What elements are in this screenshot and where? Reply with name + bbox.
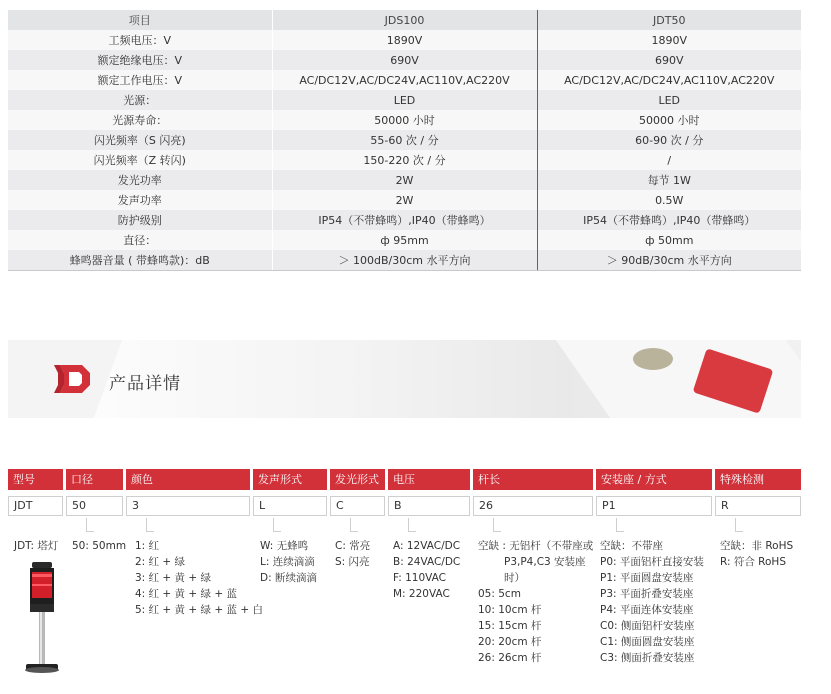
spec-cell: ф 95mm [272,230,537,250]
spec-cell: 光源： [8,90,272,110]
spec-cell: ф 50mm [537,230,801,250]
spec-cell: ＞ 100dB/30cm 水平方向 [272,250,537,270]
spec-cell: 150-220 次 / 分 [272,150,537,170]
code-option: P3,P4,C3 安装座 [504,556,586,568]
code-option: 05: 5cm [478,588,521,600]
spec-cell: 50000 小时 [537,110,801,130]
code-connector [493,518,501,532]
spec-cell: 发光功率 [8,170,272,190]
spec-cell: 直径： [8,230,272,250]
spec-cell: 项目 [8,10,272,30]
code-option: JDT: 塔灯 [14,540,59,552]
code-connector [616,518,624,532]
spec-cell: 闪光频率（Z 转闪) [8,150,272,170]
code-option: C3: 侧面折叠安装座 [600,652,695,664]
spec-cell: 防护级别 [8,210,272,230]
spec-cell: 55-60 次 / 分 [272,130,537,150]
code-value: R [715,496,801,516]
spec-cell: IP54（不带蜂鸣）,IP40（带蜂鸣） [272,210,537,230]
code-option: L: 连续滴滴 [260,556,315,568]
spec-row [8,110,801,130]
code-options [600,538,704,666]
code-value: C [330,496,385,516]
spec-cell: IP54（不带蜂鸣）,IP40（带蜂鸣） [537,210,801,230]
code-options [14,538,58,554]
code-header: 型号 [8,469,63,490]
spec-table [8,10,801,271]
code-option: M: 220VAC [393,588,450,600]
code-option: 4: 红 + 黄 + 绿 + 蓝 [135,588,237,600]
banner-product-photo [633,348,673,370]
code-option: 15: 15cm 杆 [478,620,542,632]
code-value: B [388,496,470,516]
code-options [260,538,317,586]
code-option: W: 无蜂鸣 [260,540,309,552]
code-header: 杆长 [473,469,593,490]
code-option: P4: 平面连体安装座 [600,604,694,616]
spec-cell: LED [537,90,801,110]
product-details-banner [8,340,801,418]
code-option: 26: 26cm 杆 [478,652,542,664]
code-value: 3 [126,496,250,516]
code-option: R: 符合 RoHS [720,556,786,568]
code-option: 50: 50mm [72,540,127,552]
code-header: 电压 [388,469,470,490]
spec-cell: 额定工作电压：V [8,70,272,90]
spec-cell: 额定绝缘电压：V [8,50,272,70]
spec-cell: LED [272,90,537,110]
code-value: JDT [8,496,63,516]
code-option: C0: 侧面铝杆安装座 [600,620,695,632]
code-option: 5: 红 + 黄 + 绿 + 蓝 + 白 [135,604,263,616]
spec-cell: 2W [272,190,537,210]
code-option: P3: 平面折叠安装座 [600,588,694,600]
code-option: 2: 红 + 绿 [135,556,186,568]
code-option: 1: 红 [135,540,160,552]
spec-cell: 690V [537,50,801,70]
code-options [478,538,593,666]
code-header: 发光形式 [330,469,385,490]
code-option: 空缺 : 无铝杆（不带座或 [478,540,594,552]
code-value: L [253,496,327,516]
code-connector [86,518,94,532]
spec-row [8,210,801,230]
code-option: F: 110VAC [393,572,446,584]
code-options [335,538,370,570]
code-option: A: 12VAC/DC [393,540,461,552]
code-option: D: 断续滴滴 [260,572,317,584]
code-options [720,538,793,570]
spec-row [8,190,801,210]
spec-cell: 60-90 次 / 分 [537,130,801,150]
code-option: P1: 平面圆盘安装座 [600,572,694,584]
code-option: 空缺：非 RoHS [720,540,794,552]
spec-cell: / [537,150,801,170]
code-option: P0: 平面铝杆直接安装 [600,556,704,568]
spec-cell: 50000 小时 [272,110,537,130]
code-connector [408,518,416,532]
code-header: 特殊检测 [715,469,801,490]
spec-cell: 工频电压：V [8,30,272,50]
code-option: C: 常亮 [335,540,371,552]
code-option: 时） [504,572,525,584]
spec-row [8,70,801,90]
code-option: 10: 10cm 杆 [478,604,542,616]
code-header: 颜色 [126,469,250,490]
code-option: B: 24VAC/DC [393,556,461,568]
spec-cell: 1890V [272,30,537,50]
code-option: C1: 侧面圆盘安装座 [600,636,695,648]
code-connector [273,518,281,532]
spec-cell: AC/DC12V,AC/DC24V,AC110V,AC220V [272,70,537,90]
code-option: 3: 红 + 黄 + 绿 [135,572,212,584]
spec-cell: 1890V [537,30,801,50]
spec-cell: 蜂鸣器音量 ( 带蜂鸣款)：dB [8,250,272,270]
spec-cell: 2W [272,170,537,190]
spec-cell: 发声功率 [8,190,272,210]
spec-cell: 每节 1W [537,170,801,190]
code-connector [146,518,154,532]
spec-cell: 0.5W [537,190,801,210]
spec-row [8,250,801,270]
spec-cell: 690V [272,50,537,70]
spec-cell: ＞ 90dB/30cm 水平方向 [537,250,801,270]
code-connector [735,518,743,532]
spec-row [8,90,801,110]
spec-cell: 闪光频率（S 闪亮) [8,130,272,150]
code-options [135,538,263,618]
code-options [393,538,460,602]
code-header: 安装座 / 方式 [596,469,712,490]
spec-cell: 光源寿命： [8,110,272,130]
code-option: 空缺：不带座 [600,540,663,552]
spec-row [8,30,801,50]
code-connector [350,518,358,532]
red-d-logo-icon [54,363,92,395]
tower-light-icon [22,560,62,680]
code-option: S: 闪亮 [335,556,370,568]
spec-row [8,170,801,190]
spec-row [8,150,801,170]
spec-row [8,230,801,250]
code-value: 50 [66,496,123,516]
spec-cell: JDS100 [272,10,537,30]
spec-row [8,50,801,70]
banner-title: 产品详情 [109,374,181,394]
code-value: 26 [473,496,593,516]
spec-header-row [8,10,801,30]
code-header: 口径 [66,469,123,490]
spec-cell: AC/DC12V,AC/DC24V,AC110V,AC220V [537,70,801,90]
spec-cell: JDT50 [537,10,801,30]
code-header: 发声形式 [253,469,327,490]
code-options [72,538,126,554]
code-option: 20: 20cm 杆 [478,636,542,648]
spec-row [8,130,801,150]
code-value: P1 [596,496,712,516]
